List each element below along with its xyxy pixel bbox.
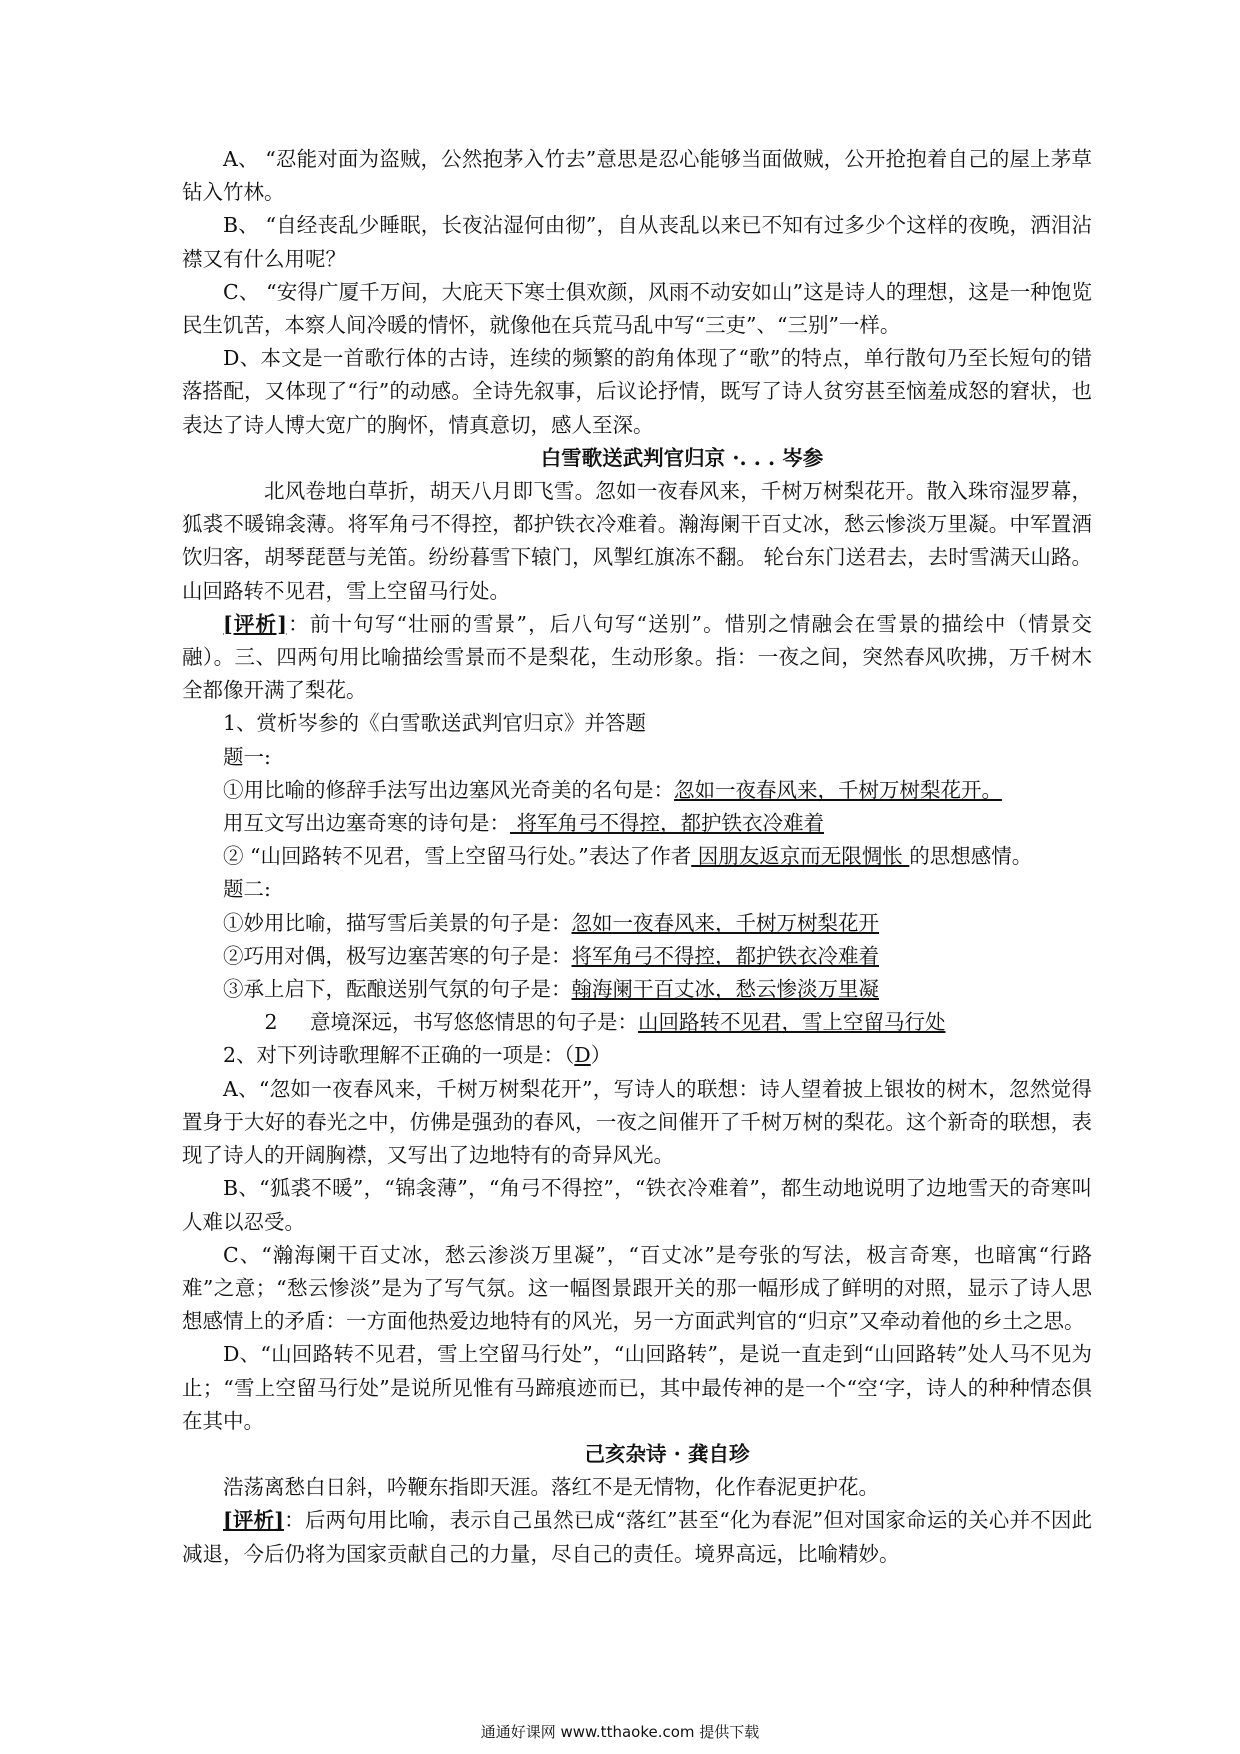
analysis-tag: [评析] (223, 1508, 284, 1533)
item-answer: 忽如一夜春风来，千树万树梨花开。 (674, 777, 1002, 802)
question-2-option-a: A、“忽如一夜春风来，千树万树梨花开”，写诗人的联想：诗人望着披上银妆的树木，忽然觉得置身于大好的春光之中，仿佛是强劲的春风，一夜之间催开了千树万树的梨花。这个新奇的联想，表现了诗人的开阔胸襟，又写出了边地特有的奇异风光。 (182, 1076, 1092, 1168)
analysis-jihai (182, 1504, 1092, 1570)
analysis-baixuege (182, 608, 1092, 708)
poem-text-jihai: 浩荡离愁白日斜，吟鞭东指即天涯。落红不是无情物，化作春泥更护花。 (223, 1475, 879, 1500)
heading-answer: D (574, 1043, 591, 1068)
item-prompt: 用互文写出边塞奇寒的诗句是： (223, 811, 510, 836)
document-body (182, 143, 1092, 1571)
question-1-item (182, 1006, 1092, 1039)
item-answer: 将军角弓不得控，都护铁衣冷难着 (510, 811, 825, 836)
question-2-option-d: D、“山回路转不见君，雪上空留马行处”，“山回路转”，是说一直走到“山回路转”处人马不见为止；“雪上空留马行处”是说所见惟有马蹄痕迹而已，其中最传神的是一个“空‘字，诗人的种种情态俱在其中。 (182, 1342, 1092, 1433)
item-answer: 因朋友返京而无限惆怅 (691, 844, 910, 869)
option-c-text: C、 “安得广厦千万间，大庇天下寒士俱欢颜，风雨不动安如山”这是诗人的理想，这是一种饱览民生饥苦，本察人间冷暖的情怀，就像他在兵荒马乱中写“三吏”、“三别”一样。 (182, 279, 1092, 338)
item-number: 2 (264, 1010, 278, 1035)
question-1-item (182, 774, 1092, 807)
item-prompt: ②巧用对偶，极写边塞苦寒的句子是： (223, 943, 572, 968)
poem-title-baixuege: 白雪歌送武判官归京 ·. . . 岑参 (540, 445, 824, 470)
question-1-item (182, 840, 1092, 873)
question-1-heading: 1、赏析岑参的《白雪歌送武判官归京》并答题 (223, 711, 647, 736)
item-prompt: ①用比喻的修辞手法写出边塞风光奇美的名句是： (223, 777, 674, 802)
item-prompt: ①妙用比喻，描写雪后美景的句子是： (223, 910, 572, 935)
option-d-text: D、本文是一首歌行体的古诗，连续的频繁的韵角体现了“歌”的特点，单行散句乃至长短句的错落搭配，又体现了“行”的动感。全诗先叙事，后议论抒情，既写了诗人贫穷甚至恼羞成怒的窘状，也表达了诗人博大宽广的胸怀，情真意切，感人至深。 (182, 346, 1092, 437)
question-2-option-b: B、“狐裘不暖”，“锦衾薄”，“角弓不得控”，“铁衣冷难着”，都生动地说明了边地雪天的奇寒叫人难以忍受。 (182, 1176, 1092, 1234)
option-a-text: A、 “忍能对面为盗贼，公然抱茅入竹去”意思是忍心能够当面做贼，公开抢抱着自己的屋上茅草钻入竹林。 (182, 147, 1092, 205)
heading-prompt: 2、对下列诗歌理解不正确的一项是：（ (223, 1043, 575, 1068)
question-1-item (182, 907, 1092, 940)
option-b-text: B、 “自经丧乱少睡眠，长夜沾湿何由彻”，自从丧乱以来已不知有过多少个这样的夜晚，洒泪沾襟又有什么用呢？ (182, 213, 1092, 271)
page-footer: 通通好课网 www.tthaoke.com 提供下载 (480, 1723, 760, 1741)
item-answer: 将军角弓不得控，都护铁衣冷难着 (571, 943, 879, 968)
heading-suffix: ） (590, 1043, 612, 1068)
analysis-tag: [评析] (223, 611, 287, 636)
analysis-body: ：前十句写“壮丽的雪景”，后八句写“送别”。惜别之情融会在雪景的描绘中（情景交融）。三、四两句用比喻描绘雪景而不是梨花，生动形象。指：一夜之间，突然春风吹拂，万千树木全都像开满了梨花。 (182, 611, 1093, 703)
question-1-item (182, 973, 1092, 1006)
analysis-body: ：后两句用比喻，表示自己虽然已成“落红”甚至“化为春泥”但对国家命运的关心并不因此减退，今后仍将为国家贡献自己的力量，尽自己的责任。境界高远，比喻精妙。 (182, 1508, 1093, 1566)
question-1-part-1-label: 题一: (223, 744, 271, 769)
item-prompt: ② “山回路转不见君，雪上空留马行处。”表达了作者 (223, 844, 692, 869)
question-1-item (182, 807, 1092, 840)
poem-title-jihai: 己亥杂诗 · 龚自珍 (584, 1441, 750, 1466)
poem-text-baixuege: 北风卷地白草折，胡天八月即飞雪。忽如一夜春风来，千树万树梨花开。散入珠帘湿罗幕，狐裘不暖锦衾薄。将军角弓不得控，都护铁衣冷难着。瀚海阑干百丈冰，愁云惨淡万里凝。中军置酒饮归客，胡琴琵琶与羌笛。纷纷暮雪下辕门，风掣红旗冻不翻。 轮台东门送君去，去时雪满天山路。山回路转不见君，雪上空留马行处。 (182, 479, 1092, 603)
question-2-heading (182, 1039, 1092, 1072)
question-1-item (182, 940, 1092, 973)
question-2-option-c: C、“瀚海阑干百丈冰，愁云渗淡万里凝”，“百丈冰”是夸张的写法，极言奇寒，也暗寓“行路难”之意；“愁云惨淡”是为了写气氛。这一幅图景跟开关的那一幅形成了鲜明的对照，显示了诗人思想感情上的矛盾：一方面他热爱边地特有的风光，另一方面武判官的“归京”又牵动着他的乡土之思。 (182, 1242, 1092, 1334)
item-prompt: ③承上启下，酝酿送别气氛的句子是： (223, 977, 572, 1002)
question-1-part-2-label: 题二: (223, 877, 271, 902)
item-answer: 山回路转不见君，雪上空留马行处 (638, 1010, 946, 1035)
item-prompt: 意境深远，书写悠悠情思的句子是： (310, 1010, 638, 1035)
item-suffix: 的思想感情。 (909, 844, 1033, 869)
item-answer: 忽如一夜春风来，千树万树梨花开 (571, 910, 879, 935)
item-answer: 翰海阑干百丈冰，愁云惨淡万里凝 (571, 977, 879, 1002)
